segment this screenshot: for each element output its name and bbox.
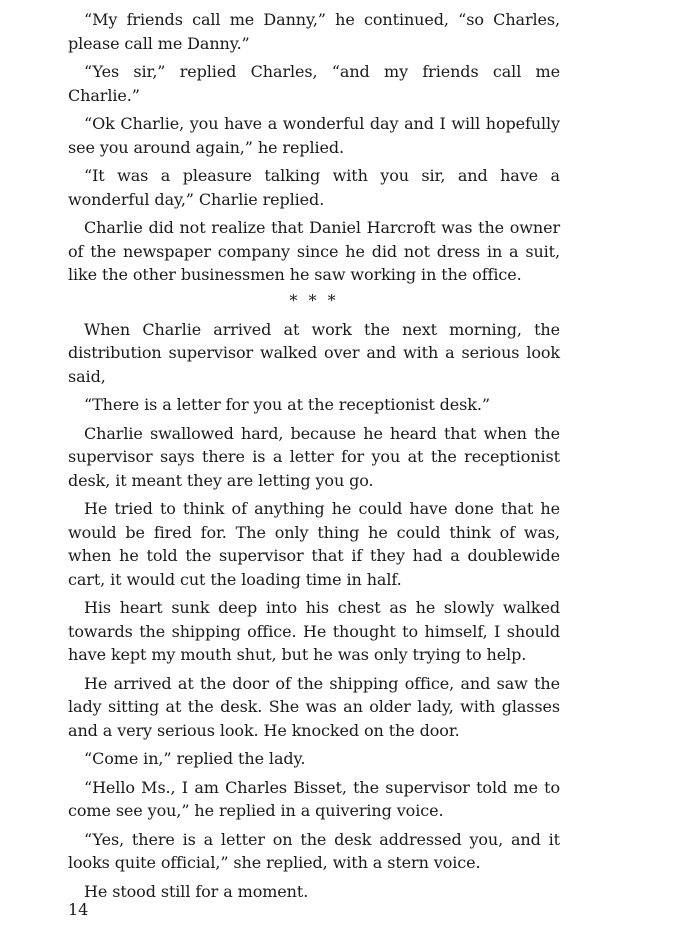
paragraph: He stood still for a moment. <box>84 881 309 901</box>
paragraph: When Charlie arrived at work the next morning, the distribution supervisor walked over and with a serious look said, <box>68 319 560 386</box>
paragraph: “My friends call me Danny,” he continued, “so Charles, please call me Danny.” <box>68 10 560 53</box>
paragraph: “It was a pleasure talking with you sir, and have a wonderful day,” Charlie replied. <box>68 166 560 209</box>
scene-break: * * * <box>289 290 339 310</box>
paragraph: Charlie swallowed hard, because he heard that when the supervisor says there is a letter for you at the receptionist desk, it meant they are letting you go. <box>68 423 560 490</box>
paragraph: “Ok Charlie, you have a wonderful day and I will hopefully see you around again,” he replied. <box>68 114 560 157</box>
paragraph: “Yes, there is a letter on the desk addressed you, and it looks quite official,” she replied, with a stern voice. <box>68 829 560 872</box>
paragraph: “Yes sir,” replied Charles, “and my friends call me Charlie.” <box>68 62 560 105</box>
paragraph: “There is a letter for you at the receptionist desk.” <box>84 395 490 414</box>
paragraph: Charlie did not realize that Daniel Harcroft was the owner of the newspaper company since he did not dress in a suit, like the other businessmen he saw working in the office. <box>68 218 560 284</box>
paragraph: “Come in,” replied the lady. <box>84 749 306 768</box>
paragraph: He tried to think of anything he could have done that he would be fired for. The only thing he could think of was, when he told the supervisor that if they had a doublewide cart, it would cut the loading time in half. <box>68 499 560 589</box>
page-number: 14 <box>68 900 89 919</box>
paragraph: His heart sunk deep into his chest as he slowly walked towards the shipping office. He thought to himself, I should have kept my mouth shut, but he was only trying to help. <box>68 598 560 664</box>
paragraph: “Hello Ms., I am Charles Bisset, the supervisor told me to come see you,” he replied in a quivering voice. <box>68 777 560 820</box>
paragraph: He arrived at the door of the shipping office, and saw the lady sitting at the desk. She was an older lady, with glasses and a very serious look. He knocked on the door. <box>68 673 560 740</box>
body-text <box>68 8 560 908</box>
